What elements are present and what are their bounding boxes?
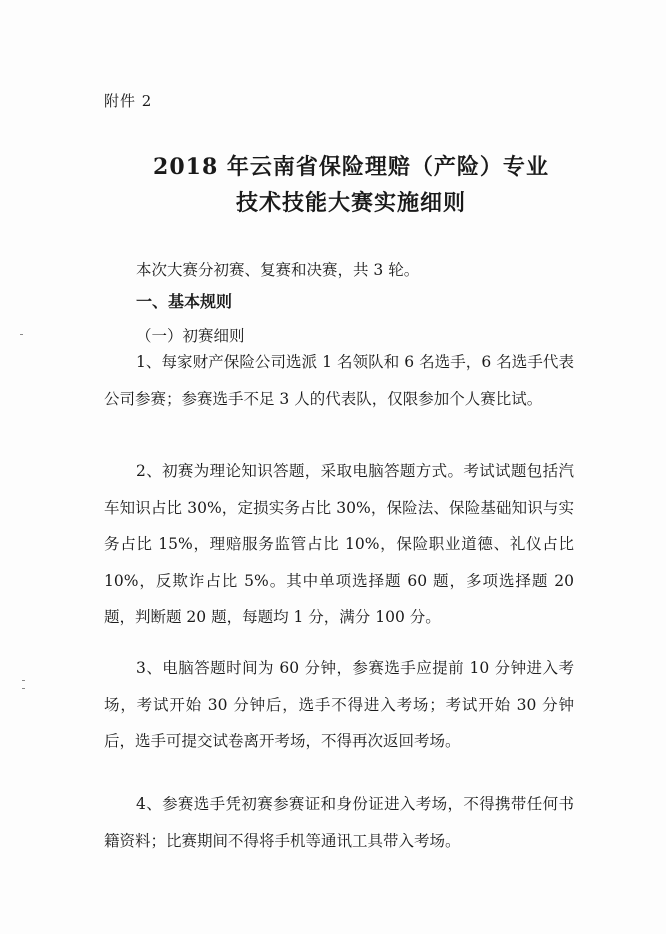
rule-item-3: 3、电脑答题时间为 60 分钟，参赛选手应提前 10 分钟进入考场，考试开始 30 分钟后，选手不得进入考场；考试开始 30 分钟后，选手可提交试卷离开考场，不得再次返回考场。 — [104, 659, 574, 751]
rule-item-2: 2、初赛为理论知识答题，采取电脑答题方式。考试试题包括汽车知识占比 30%，定损实务占比 30%，保险法、保险基础知识与实务占比 15%，理赔服务监管占比 10%，保险职业道德、礼仪占比 10%，反欺诈占比 5%。其中单项选择题 60 题，多项选择题 20 题，判断题 20 题，每题均 1 分，满分 100 分。 — [104, 462, 574, 627]
intro-paragraph: 本次大赛分初赛、复赛和决赛，共 3 轮。 — [136, 261, 420, 279]
document-title-line-1: 2018 年云南省保险理赔（产险）专业 — [153, 154, 549, 180]
attachment-label: 附件 2 — [104, 92, 153, 110]
document-title-line-2: 技术技能大赛实施细则 — [235, 190, 466, 216]
rule-item-4: 4、参赛选手凭初赛参赛证和身份证进入考场，不得携带任何书籍资料；比赛期间不得将手机等通讯工具带入考场。 — [104, 795, 574, 850]
scan-speck — [22, 680, 25, 681]
section-heading-basic-rules: 一、基本规则 — [136, 292, 233, 311]
scan-speck — [22, 688, 25, 689]
subsection-heading-preliminary: （一）初赛细则 — [136, 327, 245, 345]
scan-speck — [20, 334, 23, 335]
rule-item-1: 1、每家财产保险公司选派 1 名领队和 6 名选手，6 名选手代表公司参赛；参赛选手不足 3 人的代表队，仅限参加个人赛比试。 — [104, 353, 574, 408]
